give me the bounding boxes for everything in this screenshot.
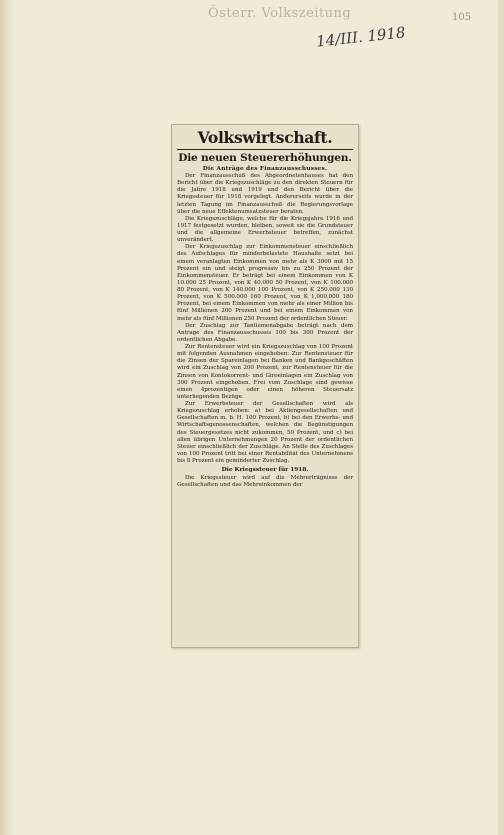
page-shadow <box>498 0 504 835</box>
article-paragraph: Der Zuschlag zur Tantiemenabgabe beträgt nach dem Antrage des Finanzausschusses 100 bis 300 Prozent der ordentlichen Abgabe. <box>177 322 353 343</box>
article-paragraph: Der Finanzausschuß des Abgeordnetenhauses hat den Bericht über die Kriegszuschläge zu den direkten Steuern für die Jahre 1918 und 1919 und den Bericht über die Kriegssteuer für 1918 vorgelegt. Andererseits wurde in der letzten Tagung im Finanzausschuß die Regierungsvorlage über die neue Effektenumsatzsteuer beraten. <box>177 173 353 215</box>
newspaper-clipping <box>171 124 359 648</box>
handwritten-date: 14/III. 1918 <box>315 23 407 51</box>
article-paragraph: Zur Erwerbsteuer der Gesellschaften wird als Kriegszuschlag erhoben: a) bei Aktiengesellschaften und Gesellschaften m. b. H. 100 Prozent, b) bei den Erwerbs- und Wirtschaftsgenossenschaften, welchen die Begünstigungen des Steuergesetzes nicht zukommen, 50 Prozent, und c) bei allen übrigen Unternehmungen 20 Prozent der ordentlichen Steuer einschließlich der Zuschläge. An Stelle des Zuschlages von 100 Prozent tritt bei einer Rentabilität des Unternehmens bis 8 Prozent ein geminderter Zuschlag. <box>177 401 353 464</box>
article-interhead: Die Kriegssteuer für 1918. <box>221 467 309 474</box>
article-paragraph: Die Kriegssteuer wird auf die Mehrerträgnisse der Gesellschaften und das Mehreinkommen der <box>177 475 353 489</box>
article-subhead: Die Anträge des Finanzausschusses. <box>202 166 328 172</box>
newspaper-stamp: Österr. Volkszeitung <box>208 6 352 21</box>
article-paragraph: Zur Rentensteuer wird ein Kriegszuschlag von 100 Prozent mit folgenden Ausnahmen eingehoben: Zur Rentensteuer für die Zinsen der Spareinlagen bei Banken und Bankgeschäften wird ein Zuschlag von 200 Prozent, zur Rentensteuer für die Zinsen von Kontokorrent- und Giroeinlagen ein Zuschlag von 300 Prozent eingehoben. Frei vom Zuschlage sind gewisse einen 4prozentigen oder einen höheren Steuersatz unterliegenden Bezüge. <box>177 344 353 400</box>
article-paragraph: Der Kriegszuschlag zur Einkommensteuer einschließlich des Aufschlages für minderbelastete Haushalte setzt bei einem veranlagten Einkommen von mehr als K 3000 mit 15 Prozent ein und steigt progressiv bis zu 250 Prozent der Einkommensteuer. Er beträgt bei einem Einkommen von K 10.000 25 Prozent, von K 40.000 50 Prozent, von K 100.000 80 Prozent, von K 140.000 100 Prozent, von K 250.000 130 Prozent, von K 500.000 160 Prozent, von K 1,000.000 180 Prozent, bei einem Einkommen von mehr als einer Million bis fünf Millionen 200 Prozent und bei einem Einkommen von mehr als fünf Millionen 250 Prozent der ordentlichen Steuer. <box>177 244 353 322</box>
article-headline: Die neuen Steuererhöhungen. <box>178 152 352 164</box>
folio-number: 105 <box>452 12 472 23</box>
article-paragraph: Die Kriegszuschläge, welche für die Kriegsjahre 1916 und 1917 festgesetzt wurden, bleiben, soweit sie die Grundsteuer und die allgemeine Erwerbsteuer betreffen, zunächst unverändert. <box>177 215 353 244</box>
page-edge <box>0 0 12 835</box>
section-title: Volkswirtschaft. <box>197 128 333 147</box>
section-rule <box>177 149 353 150</box>
